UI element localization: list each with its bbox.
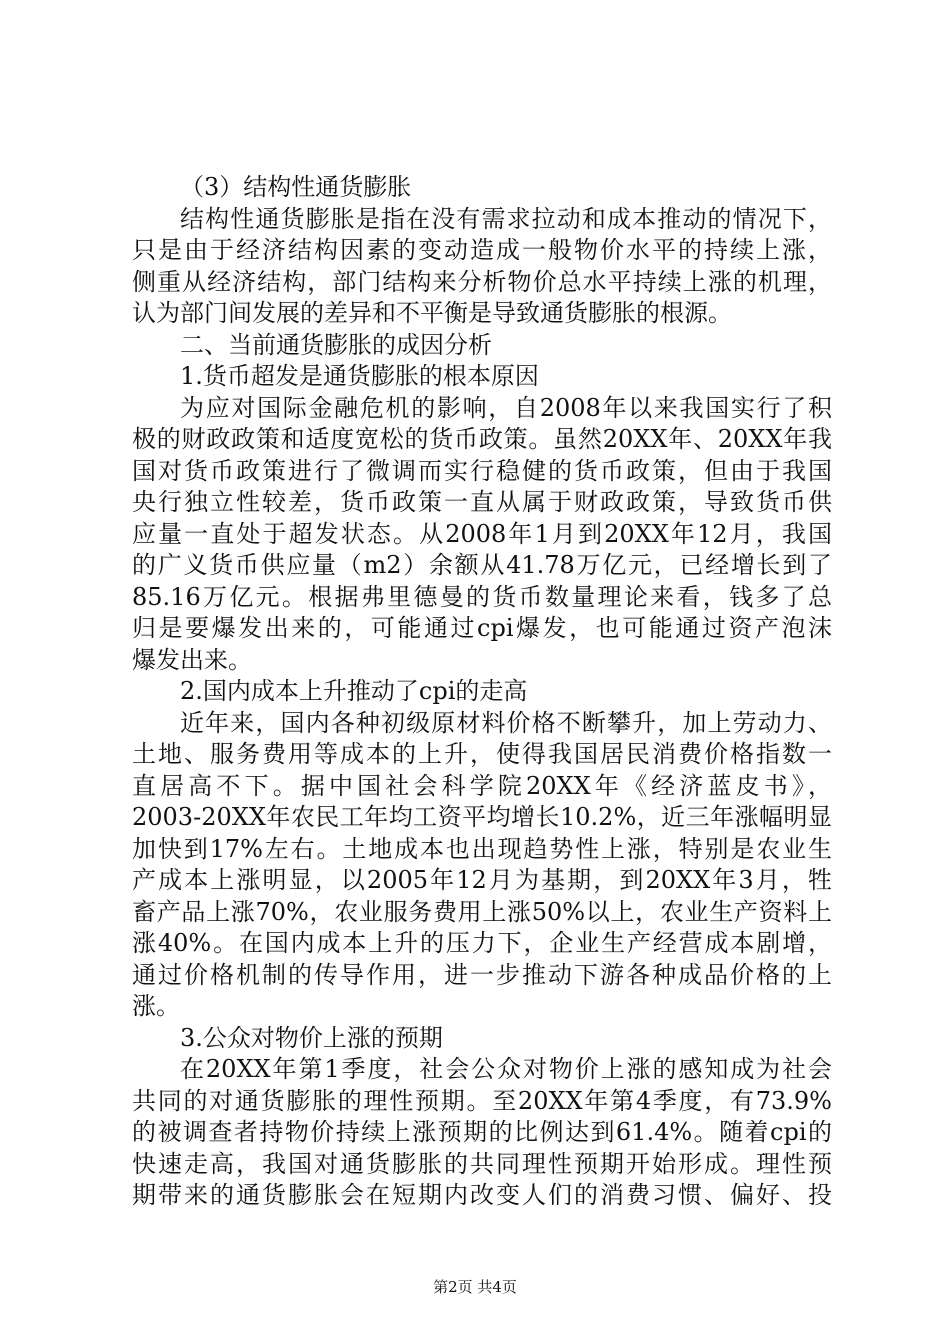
- paragraph-line: 只是由于经济结构因素的变动造成一般物价水平的持续上涨，: [132, 236, 832, 264]
- paragraph-line: 为应对国际金融危机的影响，自2008年以来我国实行了积: [180, 393, 832, 422]
- paragraph-line: 产成本上涨明显，以2005年12月为基期，到20XX年3月，牲: [132, 866, 832, 894]
- paragraph-line: 认为部门间发展的差异和不平衡是导致通货膨胀的根源。: [132, 299, 732, 327]
- paragraph-line: 直居高不下。据中国社会科学院20XX年《经济蓝皮书》，: [132, 771, 832, 800]
- paragraph-structural-inflation: [132, 204, 832, 330]
- paragraph-line: 归是要爆发出来的，可能通过cpi爆发，也可能通过资产泡沫: [132, 614, 832, 642]
- paragraph-money-supply: [132, 393, 832, 677]
- paragraph-line: 侧重从经济结构，部门结构来分析物价总水平持续上涨的机理，: [132, 267, 832, 296]
- paragraph-line: 加快到17%左右。土地成本也出现趋势性上涨，特别是农业生: [132, 834, 832, 863]
- paragraph-line: 涨40%。在国内成本上升的压力下，企业生产经营成本剧增，: [132, 929, 832, 957]
- paragraph-expectations: [132, 1054, 832, 1212]
- paragraph-line: 在20XX年第1季度，社会公众对物价上涨的感知成为社会: [180, 1055, 832, 1083]
- paragraph-line: 结构性通货膨胀是指在没有需求拉动和成本推动的情况下，: [180, 204, 832, 233]
- paragraph-line: 通过价格机制的传导作用，进一步推动下游各种成品价格的上: [132, 960, 832, 989]
- paragraph-line: 近年来，国内各种初级原材料价格不断攀升，加上劳动力、: [180, 708, 832, 737]
- paragraph-line: 涨。: [132, 992, 180, 1020]
- paragraph-line: 2003-20XX年农民工年均工资平均增长10.2%，近三年涨幅明显: [132, 803, 832, 831]
- paragraph-line: 极的财政政策和适度宽松的货币政策。虽然20XX年、20XX年我: [132, 425, 832, 453]
- paragraph-line: 85.16万亿元。根据弗里德曼的货币数量理论来看，钱多了总: [132, 582, 832, 611]
- paragraph-line: 爆发出来。: [132, 645, 252, 674]
- paragraph-line: 土地、服务费用等成本的上升，使得我国居民消费价格指数一: [132, 740, 832, 768]
- paragraph-line: 共同的对通货膨胀的理性预期。至20XX年第4季度，有73.9%: [132, 1086, 832, 1115]
- section-heading: （3）结构性通货膨胀: [180, 173, 412, 201]
- paragraph-domestic-cost: [132, 708, 832, 1023]
- paragraph-line: 国对货币政策进行了微调而实行稳健的货币政策，但由于我国: [132, 456, 832, 485]
- paragraph-line: 的广义货币供应量（m2）余额从41.78万亿元，已经增长到了: [132, 551, 832, 579]
- paragraph-line: 期带来的通货膨胀会在短期内改变人们的消费习惯、偏好、投: [132, 1181, 832, 1209]
- paragraph-line: 的被调查者持物价持续上涨预期的比例达到61.4%。随着cpi的: [132, 1118, 832, 1146]
- section-heading: 二、当前通货膨胀的成因分析: [180, 330, 492, 359]
- subsection-heading: 1.货币超发是通货膨胀的根本原因: [180, 362, 539, 390]
- paragraph-line: 畜产品上涨70%，农业服务费用上涨50%以上，农业生产资料上: [132, 897, 832, 926]
- subsection-heading: 3.公众对物价上涨的预期: [180, 1023, 443, 1052]
- document-body: [132, 172, 832, 1212]
- paragraph-line: 央行独立性较差，货币政策一直从属于财政政策，导致货币供: [132, 488, 832, 516]
- subsection-heading: 2.国内成本上升推动了cpi的走高: [180, 677, 528, 705]
- page-number: 第2页 共4页: [433, 1278, 517, 1296]
- paragraph-line: 应量一直处于超发状态。从2008年1月到20XX年12月，我国: [132, 519, 832, 548]
- paragraph-line: 快速走高，我国对通货膨胀的共同理性预期开始形成。理性预: [132, 1149, 832, 1178]
